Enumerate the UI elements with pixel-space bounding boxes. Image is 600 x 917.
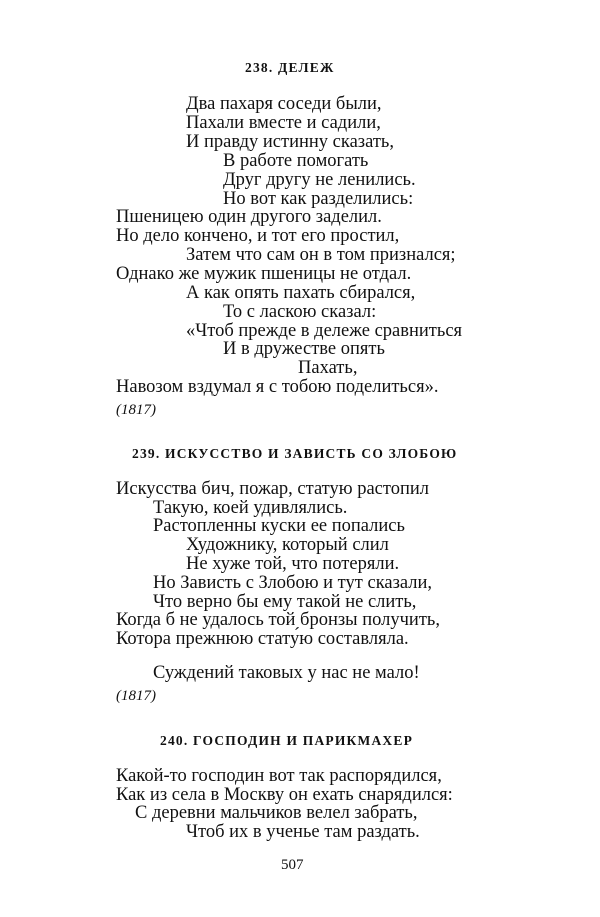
- poem-title: 238. ДЕЛЕЖ: [245, 60, 335, 75]
- poem-line: И в дружестве опять: [223, 339, 385, 359]
- poem-line: «Чтоб прежде в дележе сравниться: [186, 321, 463, 341]
- poem-line: Друг другу не ленились.: [223, 170, 416, 190]
- poem-line: Не хуже той, что потеряли.: [186, 554, 400, 574]
- poem-line: А как опять пахать сбирался,: [186, 283, 416, 303]
- poem-line: Навозом вздумал я с тобою поделиться».: [116, 377, 439, 397]
- poem-title: 239. ИСКУССТВО И ЗАВИСТЬ СО ЗЛОБОЮ: [132, 446, 458, 461]
- poem-date: (1817): [116, 402, 156, 418]
- poem-line: Когда б не удалось той бронзы получить,: [116, 610, 440, 630]
- poem-line: Суждений таковых у нас не мало!: [153, 663, 420, 683]
- poem-line: Пахать,: [298, 358, 358, 378]
- poem-line: Художнику, который слил: [186, 535, 389, 555]
- poem-line: Пшеницею один другого заделил.: [116, 207, 382, 227]
- poem-line: В работе помогать: [223, 151, 369, 171]
- poem-line: Искусства бич, пожар, статую растопил: [116, 479, 430, 499]
- poem-line: Чтоб их в ученье там раздать.: [186, 822, 420, 842]
- poem-title: 240. ГОСПОДИН И ПАРИКМАХЕР: [160, 733, 414, 748]
- poem-line: Однако же мужик пшеницы не отдал.: [116, 264, 412, 284]
- poem-line: Растопленны куски ее попались: [153, 516, 405, 536]
- poem-line: Затем что сам он в том признался;: [186, 245, 456, 265]
- poem-line: Такую, коей удивлялись.: [153, 498, 348, 518]
- poem-line: То с ласкою сказал:: [223, 302, 377, 322]
- poem-line: Как из села в Москву он ехать снарядился:: [116, 785, 453, 805]
- poem-line: Котора прежнюю стату́ю составляла.: [116, 629, 409, 649]
- poem-line: Но дело кончено, и тот его простил,: [116, 226, 400, 246]
- poem-line: Что верно бы ему такой не слить,: [153, 592, 417, 612]
- poem-line: Но вот как разделились:: [223, 189, 414, 209]
- poem-line: Какой-то господин вот так распорядился,: [116, 766, 442, 786]
- poem-line: Два пахаря соседи были,: [186, 94, 382, 114]
- poem-line: С деревни мальчиков велел забрать,: [135, 803, 418, 823]
- page-number: 507: [281, 857, 304, 873]
- poem-date: (1817): [116, 688, 156, 704]
- poem-line: Пахали вместе и садили,: [186, 113, 381, 133]
- poem-line: И правду истинну сказать,: [186, 132, 394, 152]
- poem-line: Но Зависть с Злобою и тут сказали,: [153, 573, 433, 593]
